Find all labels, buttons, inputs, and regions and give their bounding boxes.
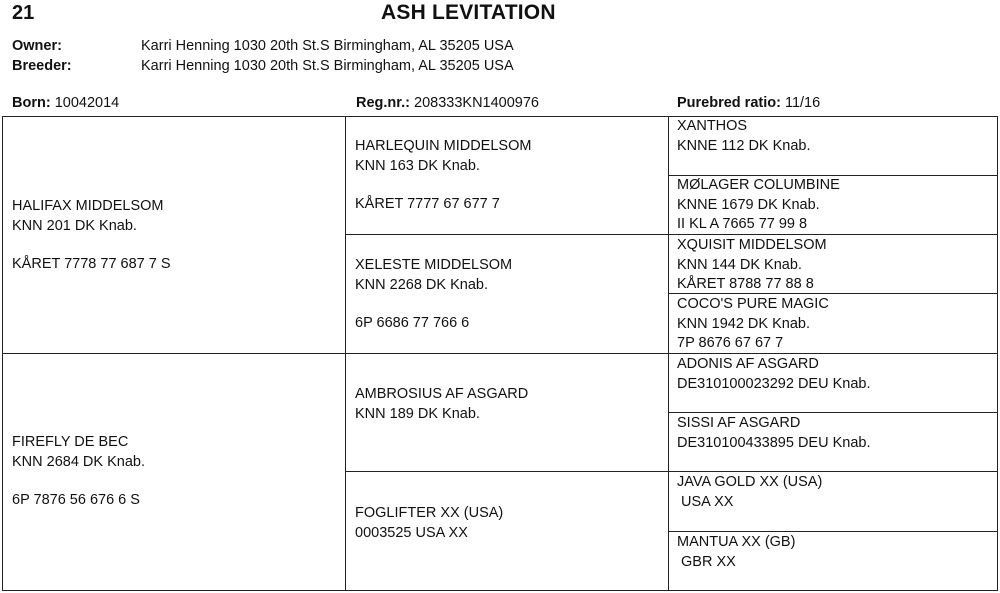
sire-cell	[12, 197, 171, 275]
dam-name: FIREFLY DE BEC	[12, 434, 129, 450]
dam-note: 6P 7876 56 676 6 S	[12, 492, 140, 508]
dds-reg: USA XX	[677, 493, 734, 510]
sss-name: XANTHOS	[677, 118, 748, 134]
sire-sire-reg: KNN 163 DK Knab.	[355, 157, 480, 174]
reg-field	[356, 95, 539, 111]
sss-reg: KNNE 112 DK Knab.	[677, 137, 811, 154]
sire-dam-note: 6P 6686 77 766 6	[355, 315, 470, 331]
sire-sire-name: HARLEQUIN MIDDELSOM	[355, 138, 532, 154]
breeder-value: Karri Henning 1030 20th St.S Birmingham, AL 35205 USA	[141, 58, 514, 74]
sire-note: KÅRET 7778 77 687 7 S	[12, 256, 171, 272]
ratio-value: 11/16	[784, 95, 821, 111]
dsd-reg: DE310100433895 DEU Knab.	[677, 434, 871, 451]
sdd-note: 7P 8676 67 67 7	[677, 335, 784, 351]
breeder-label: Breeder:	[12, 58, 72, 74]
ssd-cell	[677, 176, 840, 235]
dam-sire-cell	[355, 385, 528, 424]
row-divider	[345, 471, 997, 472]
row-divider	[345, 234, 997, 235]
dsd-name: SISSI AF ASGARD	[677, 415, 801, 431]
sds-note: KÅRET 8788 77 88 8	[677, 276, 814, 292]
dam-dam-reg: 0003525 USA XX	[355, 524, 468, 541]
sdd-cell	[677, 295, 829, 354]
sds-name: XQUISIT MIDDELSOM	[677, 237, 827, 253]
ssd-name: MØLAGER COLUMBINE	[677, 177, 840, 193]
dam-sire-reg: KNN 189 DK Knab.	[355, 405, 480, 422]
owner-label: Owner:	[12, 38, 62, 54]
dsd-cell	[677, 414, 870, 453]
ddd-cell	[677, 533, 795, 572]
born-value: 10042014	[54, 95, 120, 111]
ssd-note: II KL A 7665 77 99 8	[677, 216, 808, 232]
catalog-number: 21	[12, 2, 35, 24]
dds-name: JAVA GOLD XX (USA)	[677, 474, 823, 490]
reg-label: Reg.nr.:	[356, 95, 410, 111]
row-divider	[668, 412, 997, 413]
dam-dam-name: FOGLIFTER XX (USA)	[355, 505, 504, 521]
owner-value: Karri Henning 1030 20th St.S Birmingham, AL 35205 USA	[141, 38, 514, 54]
row-divider	[668, 531, 997, 532]
dss-name: ADONIS AF ASGARD	[677, 356, 819, 372]
pedigree-table	[2, 116, 998, 591]
reg-value: 208333KN1400976	[414, 95, 539, 111]
dam-sire-name: AMBROSIUS AF ASGARD	[355, 386, 529, 402]
sss-cell	[677, 117, 811, 156]
ratio-label: Purebred ratio:	[677, 95, 781, 111]
born-field	[12, 95, 119, 111]
dss-reg: DE310100023292 DEU Knab.	[677, 375, 871, 392]
horse-title: ASH LEVITATION	[381, 1, 556, 24]
sire-dam-reg: KNN 2268 DK Knab.	[355, 276, 488, 293]
sire-sire-cell	[355, 137, 531, 215]
born-label: Born:	[12, 95, 51, 111]
row-divider	[3, 353, 997, 354]
sdd-reg: KNN 1942 DK Knab.	[677, 315, 810, 332]
sdd-name: COCO'S PURE MAGIC	[677, 296, 829, 312]
ddd-name: MANTUA XX (GB)	[677, 534, 796, 550]
dss-cell	[677, 355, 870, 394]
dam-reg: KNN 2684 DK Knab.	[12, 453, 145, 470]
sire-sire-note: KÅRET 7777 67 677 7	[355, 196, 500, 212]
sire-dam-cell	[355, 256, 512, 334]
dam-cell	[12, 433, 145, 511]
ratio-field	[677, 95, 820, 111]
dam-dam-cell	[355, 504, 503, 543]
sds-reg: KNN 144 DK Knab.	[677, 256, 802, 273]
sire-reg: KNN 201 DK Knab.	[12, 217, 137, 234]
sire-dam-name: XELESTE MIDDELSOM	[355, 257, 513, 273]
ddd-reg: GBR XX	[677, 553, 736, 570]
ssd-reg: KNNE 1679 DK Knab.	[677, 196, 820, 213]
sds-cell	[677, 236, 827, 295]
sire-name: HALIFAX MIDDELSOM	[12, 198, 164, 214]
dds-cell	[677, 473, 822, 512]
